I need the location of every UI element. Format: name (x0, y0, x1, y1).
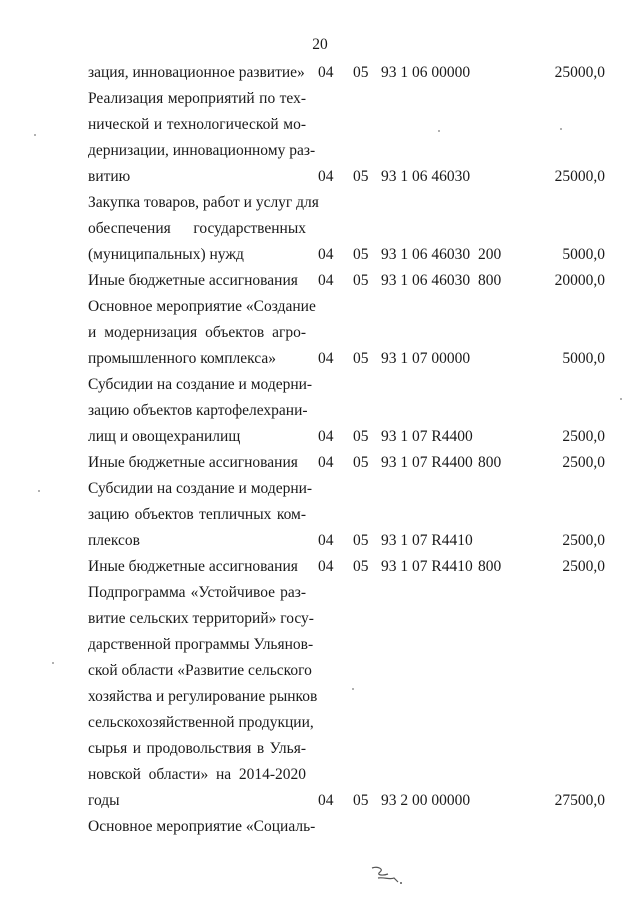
row-description-line: Закупка товаров, работ и услуг для (88, 194, 319, 211)
scan-speck (352, 688, 354, 690)
subsection-code: 05 (353, 454, 369, 471)
amount: 2500,0 (562, 428, 605, 445)
row-description-line: хозяйства и регулирование рынков (88, 688, 318, 705)
subsection-code: 05 (353, 792, 369, 809)
expense-type-code: 800 (478, 454, 502, 471)
subsection-code: 05 (353, 168, 369, 185)
row-description-line: сельскохозяйственной продукции, (88, 714, 314, 731)
expense-type-code: 800 (478, 272, 502, 289)
subsection-code: 05 (353, 558, 369, 575)
subsection-code: 05 (353, 532, 369, 549)
target-article-code: 93 1 07 R4400 (381, 428, 473, 445)
amount: 2500,0 (562, 532, 605, 549)
target-article-code: 93 1 07 00000 (381, 350, 471, 367)
amount: 5000,0 (562, 246, 605, 263)
amount: 25000,0 (554, 64, 605, 81)
row-description-line: новской области» на 2014-2020 (88, 766, 306, 783)
target-article-code: 93 1 06 46030 (381, 272, 471, 289)
scan-speck (438, 130, 440, 132)
amount: 2500,0 (562, 558, 605, 575)
subsection-code: 05 (353, 272, 369, 289)
section-code: 04 (318, 350, 334, 367)
row-description-line: (муниципальных) нужд (88, 246, 244, 263)
row-description-line: ской области «Развитие сельского (88, 662, 312, 679)
target-article-code: 93 2 00 00000 (381, 792, 471, 809)
row-description-line: Субсидии на создание и модерни- (88, 480, 313, 497)
row-description-line: Иные бюджетные ассигнования (88, 454, 298, 471)
row-description-line: Иные бюджетные ассигнования (88, 272, 298, 289)
row-description-line: нической и технологической мо- (88, 116, 306, 133)
row-description-line: обеспечения государственных (88, 220, 306, 237)
row-description-line: и модернизация объектов агро- (88, 324, 306, 341)
amount: 2500,0 (562, 454, 605, 471)
amount: 20000,0 (554, 272, 605, 289)
scan-speck (34, 134, 36, 136)
scan-speck (52, 662, 54, 664)
section-code: 04 (318, 532, 334, 549)
subsection-code: 05 (353, 246, 369, 263)
amount: 27500,0 (554, 792, 605, 809)
scan-speck (38, 490, 40, 492)
target-article-code: 93 1 07 R4410 (381, 532, 473, 549)
section-code: 04 (318, 168, 334, 185)
section-code: 04 (318, 454, 334, 471)
row-description-line: Подпрограмма «Устойчивое раз- (88, 584, 306, 601)
row-description-line: лищ и овощехранилищ (88, 428, 241, 445)
amount: 25000,0 (554, 168, 605, 185)
target-article-code: 93 1 06 46030 (381, 168, 471, 185)
row-description-line: зацию объектов тепличных ком- (88, 506, 306, 523)
target-article-code: 93 1 07 R4400 (381, 454, 473, 471)
row-description-line: зация, инновационное развитие» (88, 64, 305, 81)
subsection-code: 05 (353, 350, 369, 367)
row-description-line: витию (88, 168, 131, 185)
section-code: 04 (318, 792, 334, 809)
row-description-line: зацию объектов картофелехрани- (88, 402, 308, 419)
page-number: 20 (312, 36, 328, 53)
section-code: 04 (318, 272, 334, 289)
section-code: 04 (318, 64, 334, 81)
amount: 5000,0 (562, 350, 605, 367)
target-article-code: 93 1 06 46030 (381, 246, 471, 263)
row-description-line: плексов (88, 532, 141, 549)
subsection-code: 05 (353, 64, 369, 81)
row-description-line: Основное мероприятие «Социаль- (88, 818, 316, 835)
row-description-line: дернизации, инновационному раз- (88, 142, 316, 159)
row-description-line: Субсидии на создание и модерни- (88, 376, 313, 393)
section-code: 04 (318, 558, 334, 575)
target-article-code: 93 1 07 R4410 (381, 558, 473, 575)
row-description-line: сырья и продовольствия в Улья- (88, 740, 306, 757)
row-description-line: дарственной программы Ульянов- (88, 636, 314, 653)
target-article-code: 93 1 06 00000 (381, 64, 471, 81)
expense-type-code: 800 (478, 558, 502, 575)
row-description-line: витие сельских территорий» госу- (88, 610, 314, 627)
row-description-line: Иные бюджетные ассигнования (88, 558, 298, 575)
section-code: 04 (318, 246, 334, 263)
scan-speck (620, 398, 622, 400)
handwritten-mark (368, 862, 408, 886)
row-description-line: Основное мероприятие «Создание (88, 298, 316, 315)
scan-speck (560, 128, 562, 130)
section-code: 04 (318, 428, 334, 445)
expense-type-code: 200 (478, 246, 502, 263)
row-description-line: Реализация мероприятий по тех- (88, 90, 306, 107)
row-description-line: годы (88, 792, 120, 809)
subsection-code: 05 (353, 428, 369, 445)
row-description-line: промышленного комплекса» (88, 350, 276, 367)
